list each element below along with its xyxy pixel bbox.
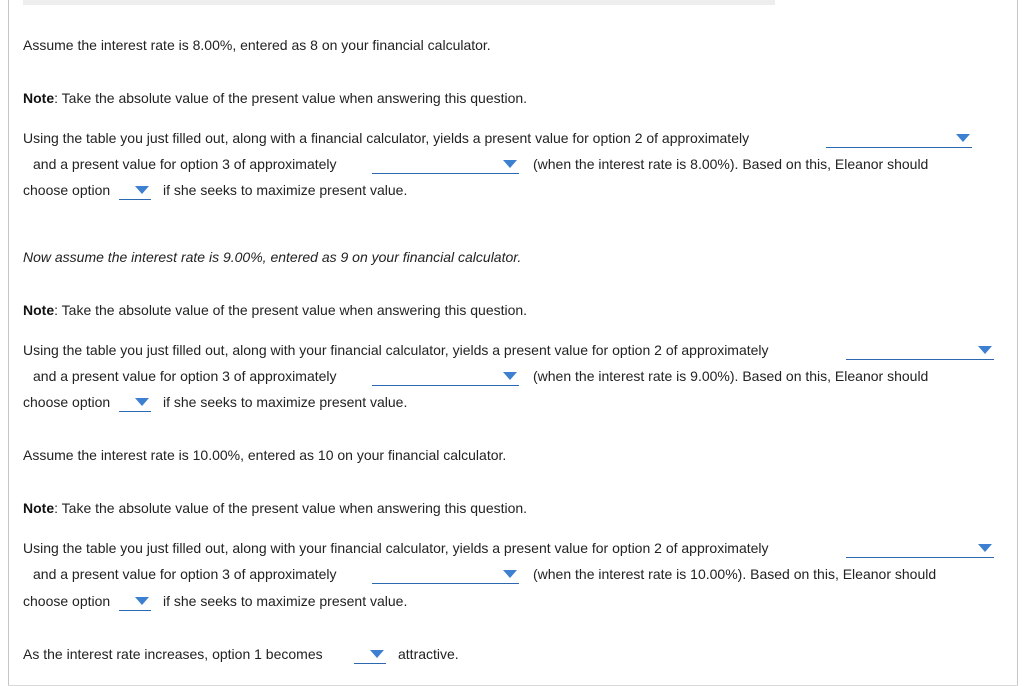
- chevron-down-icon: [503, 570, 517, 578]
- choose-option-label-2: choose option: [23, 394, 111, 410]
- pv3-tail-3: (when the interest rate is 10.00%). Based on this, Eleanor should: [533, 566, 937, 582]
- pv3-tail-1: (when the interest rate is 8.00%). Based on this, Eleanor should: [533, 156, 929, 172]
- chevron-down-icon: [135, 398, 149, 406]
- pv-option3-dropdown-2[interactable]: [372, 367, 519, 386]
- pv3-question-2: and a present value for option 3 of approximately: [33, 368, 337, 384]
- choose-option-tail-3: if she seeks to maximize present value.: [163, 593, 408, 609]
- final-question-label: As the interest rate increases, option 1 becomes: [23, 646, 323, 662]
- note-1: [23, 90, 527, 106]
- pv-option2-dropdown-2[interactable]: [846, 341, 994, 360]
- note-2: [23, 302, 527, 318]
- rate-statement-3: Assume the interest rate is 10.00%, entered as 10 on your financial calculator.: [23, 447, 507, 463]
- choose-option-label-3: choose option: [23, 593, 111, 609]
- chevron-down-icon: [956, 134, 970, 142]
- note-text: : Take the absolute value of the present value when answering this question.: [54, 500, 528, 516]
- choose-option-dropdown-3[interactable]: [119, 592, 151, 611]
- chevron-down-icon: [978, 346, 992, 354]
- choose-option-dropdown-2[interactable]: [119, 393, 151, 412]
- note-label: Note: [23, 500, 55, 516]
- pv-option3-dropdown-3[interactable]: [372, 565, 519, 584]
- note-label: Note: [23, 90, 55, 106]
- note-text: : Take the absolute value of the present value when answering this question.: [54, 90, 528, 106]
- pv-option2-dropdown-3[interactable]: [846, 539, 994, 558]
- chevron-down-icon: [135, 597, 149, 605]
- choose-option-dropdown-1[interactable]: [119, 181, 151, 200]
- chevron-down-icon: [370, 650, 384, 658]
- note-3: [23, 500, 527, 516]
- rate-statement-1: Assume the interest rate is 8.00%, entered as 8 on your financial calculator.: [23, 37, 491, 53]
- choose-option-tail-2: if she seeks to maximize present value.: [163, 394, 408, 410]
- attractiveness-dropdown[interactable]: [354, 645, 386, 664]
- pv2-question-2: Using the table you just filled out, along with your financial calculator, yields a present value for option 2 of approximately: [23, 342, 769, 358]
- pv3-tail-2: (when the interest rate is 9.00%). Based on this, Eleanor should: [533, 368, 929, 384]
- pv-option2-dropdown-1[interactable]: [826, 129, 972, 148]
- final-question-tail: attractive.: [398, 646, 459, 662]
- chevron-down-icon: [503, 372, 517, 380]
- pv-option3-dropdown-1[interactable]: [372, 155, 519, 174]
- choose-option-label-1: choose option: [23, 182, 111, 198]
- choose-option-tail-1: if she seeks to maximize present value.: [163, 182, 408, 198]
- pv3-question-1: and a present value for option 3 of approximately: [33, 156, 337, 172]
- note-text: : Take the absolute value of the present value when answering this question.: [54, 302, 528, 318]
- pv2-question-3: Using the table you just filled out, along with your financial calculator, yields a present value for option 2 of approximately: [23, 540, 769, 556]
- pv3-question-3: and a present value for option 3 of approximately: [33, 566, 337, 582]
- pv2-question-1: Using the table you just filled out, along with a financial calculator, yields a present value for option 2 of approximately: [23, 130, 750, 146]
- chevron-down-icon: [978, 544, 992, 552]
- chevron-down-icon: [503, 160, 517, 168]
- note-label: Note: [23, 302, 55, 318]
- chevron-down-icon: [135, 186, 149, 194]
- rate-statement-2: Now assume the interest rate is 9.00%, entered as 9 on your financial calculator.: [23, 249, 522, 265]
